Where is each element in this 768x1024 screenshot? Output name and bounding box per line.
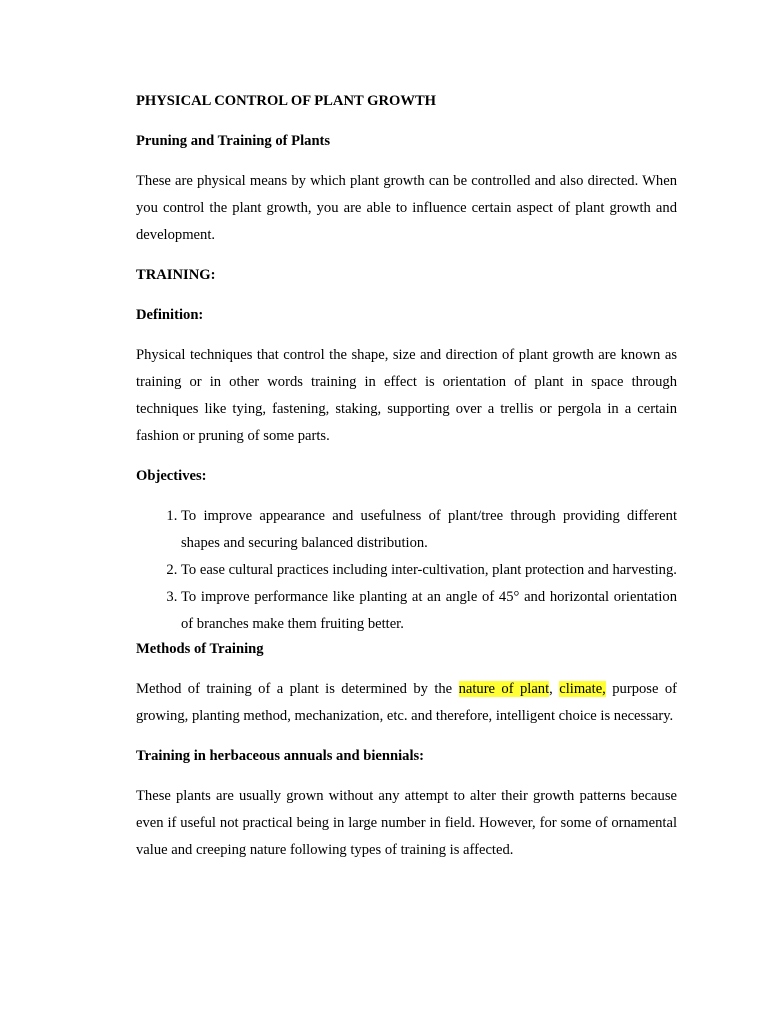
methods-text-part: , [549,681,560,697]
section-heading-objectives: Objectives: [136,468,207,484]
document-body [136,88,677,877]
methods-text-part: purpose of growing, planting method, mechanization, etc. and therefore, intelligent choice is necessary. [136,681,678,724]
list-item: 3. To improve performance like planting at an angle of 45° and horizontal orientation of branches make them fruiting better. [181,584,677,638]
list-item: 1. To improve appearance and usefulness of plant/tree through providing different shapes and securing balanced distribution. [181,503,677,557]
intro-paragraph: These are physical means by which plant growth can be controlled and also directed. When you control the plant growth, you are able to influence certain aspect of plant growth and development. [136,173,677,243]
document-title: PHYSICAL CONTROL OF PLANT GROWTH [136,93,437,109]
section-heading-methods: Methods of Training [136,641,264,657]
herbaceous-paragraph: These plants are usually grown without any attempt to alter their growth patterns because even if useful not practical being in large number in field. However, for some of ornamental value and creeping nature following types of training is affected. [136,788,677,858]
highlighted-text: climate, [559,681,606,697]
list-item: 2. To ease cultural practices including inter-cultivation, plant protection and harvesting. [181,557,677,584]
section-heading-definition: Definition: [136,307,204,323]
methods-text-part: Method of training of a plant is determined by the [136,681,459,697]
objectives-list [136,503,677,638]
methods-paragraph [136,676,677,730]
section-heading-training: TRAINING: [136,267,216,283]
section-heading-herbaceous: Training in herbaceous annuals and biennials: [136,748,425,764]
section-heading-pruning: Pruning and Training of Plants [136,133,331,149]
definition-paragraph: Physical techniques that control the shape, size and direction of plant growth are known as training or in other words training in effect is orientation of plant in space through techniques like tying, fastening, staking, supporting over a trellis or pergola in a certain fashion or pruning of some parts. [136,347,677,444]
highlighted-text: nature of plant [458,681,550,697]
